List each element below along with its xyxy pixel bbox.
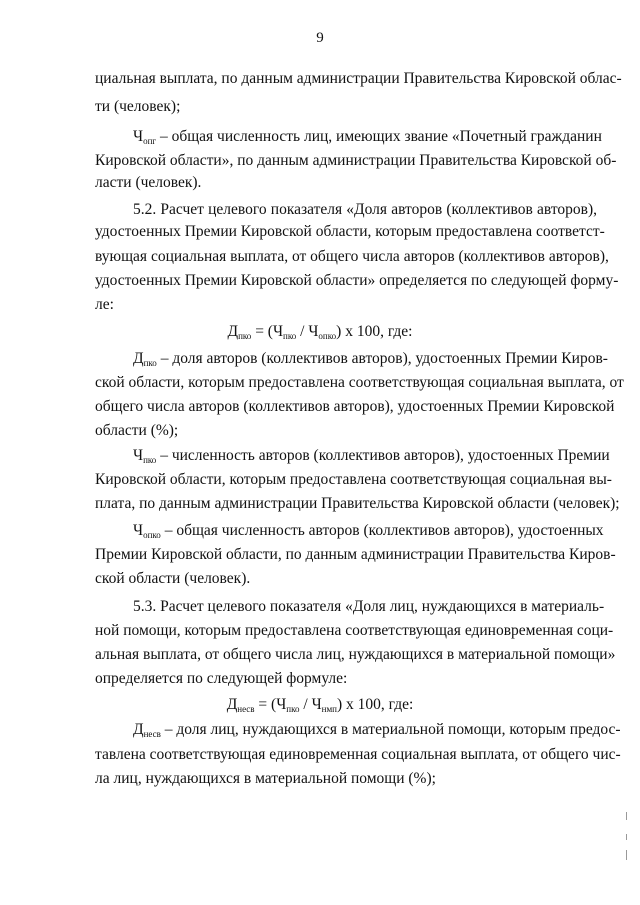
text-line: ти (человек); [95, 98, 181, 115]
text-line: Премии Кировской области, по данным администрации Правительства Киров- [95, 546, 616, 563]
text-line: циальная выплата, по данным администрации Правительства Кировской облас- [95, 70, 622, 87]
text-line: альная выплата, от общего числа лиц, нуждающихся в материальной помощи» [95, 646, 616, 663]
scan-mark [626, 834, 627, 840]
text-line: ской области (человек). [95, 570, 251, 587]
definition-line: $Ч_{опко}$ – общая численность авторов (коллективов авторов), удостоенных [133, 522, 604, 540]
definition-line: $Ч_{пко}$ – численность авторов (коллективов авторов), удостоенных Премии [133, 447, 610, 465]
text-line: ной помощи, которым предоставлена соответствующая единовременная соци- [95, 622, 614, 639]
text-line: ской области, которым предоставлена соответствующая социальная выплата, от [95, 374, 624, 391]
section-heading-line: 5.2. Расчет целевого показателя «Доля авторов (коллективов авторов), [133, 201, 597, 218]
text-line: ласти (человек). [95, 174, 202, 191]
text-line: плата, по данным администрации Правительства Кировской области (человек); [95, 495, 620, 512]
text-line: удостоенных Премии Кировской области» определяется по следующей форму- [95, 272, 619, 289]
text-line: области (%); [95, 422, 179, 439]
formula: $Д_{пко} = (Ч_{пко} / Ч_{опко})$ х 100, где: [227, 323, 413, 341]
scan-mark [626, 850, 627, 860]
definition-line: $Д_{несв}$ – доля лиц, нуждающихся в материальной помощи, которым предос- [133, 721, 621, 739]
formula: $Д_{несв} = (Ч_{пко} / Ч_{нмп})$ х 100, где: [226, 696, 414, 714]
text-line: ле: [95, 296, 114, 313]
text-line: Кировской области», по данным администрации Правительства Кировской об- [95, 152, 617, 169]
text-line: определяется по следующей формуле: [95, 670, 348, 687]
text-line: ла лиц, нуждающихся в материальной помощи (%); [95, 770, 436, 787]
section-heading-line: 5.3. Расчет целевого показателя «Доля лиц, нуждающихся в материаль- [133, 598, 605, 615]
scan-mark [626, 812, 627, 820]
text-line: удостоенных Премии Кировской области, которым предоставлена соответст- [95, 223, 605, 240]
definition-line: $Ч_{опг}$ – общая численность лиц, имеющих звание «Почетный гражданин [133, 128, 602, 146]
definition-line: $Д_{пко}$ – доля авторов (коллективов авторов), удостоенных Премии Киров- [133, 350, 608, 368]
text-line: общего числа авторов (коллективов авторов), удостоенных Премии Кировской [95, 398, 615, 415]
text-line: Кировской области, которым предоставлена соответствующая социальная вы- [95, 471, 612, 488]
text-line: вующая социальная выплата, от общего числа авторов (коллективов авторов), [95, 248, 609, 265]
text-line: тавлена соответствующая единовременная социальная выплата, от общего чис- [95, 746, 621, 763]
page-number: 9 [316, 30, 324, 46]
